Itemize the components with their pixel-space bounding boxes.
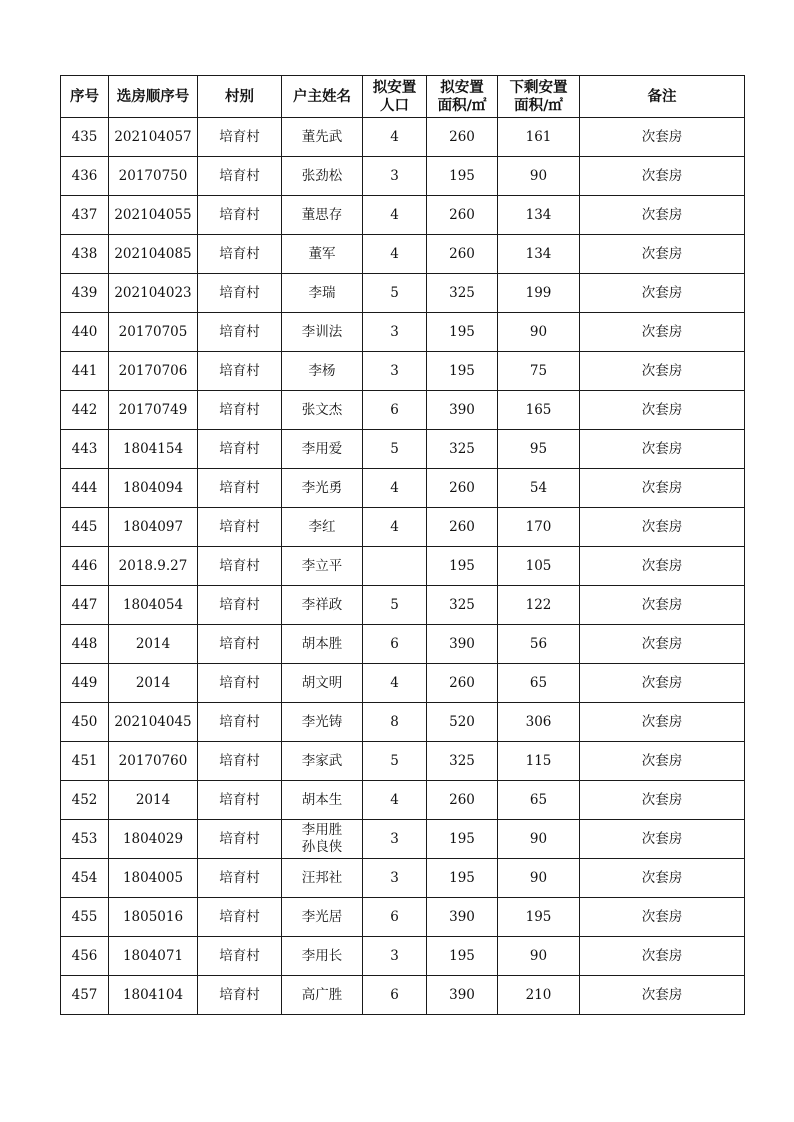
table-row [61,313,745,352]
cell-people: 4 [363,664,427,703]
cell-people: 4 [363,508,427,547]
cell-order: 2018.9.27 [109,547,198,586]
cell-village: 培育村 [198,508,282,547]
cell-area: 195 [427,547,498,586]
table-row [61,976,745,1015]
table-row [61,352,745,391]
cell-seq: 437 [61,196,109,235]
cell-note: 次套房 [580,898,745,937]
header-remain-line2: 面积/㎡ [514,97,563,114]
cell-order: 1804154 [109,430,198,469]
cell-name [282,586,363,625]
table-row [61,937,745,976]
table-row [61,820,745,859]
cell-people: 4 [363,196,427,235]
owner-name: 李训法 [301,323,343,340]
table-row [61,391,745,430]
cell-note: 次套房 [580,118,745,157]
cell-remain: 95 [498,430,580,469]
cell-note: 次套房 [580,781,745,820]
cell-area: 390 [427,976,498,1015]
cell-remain: 90 [498,820,580,859]
cell-note: 次套房 [580,352,745,391]
cell-village: 培育村 [198,391,282,430]
cell-seq: 445 [61,508,109,547]
cell-area: 260 [427,664,498,703]
cell-people: 3 [363,820,427,859]
header-remain-line1: 下剩安置 [509,79,568,96]
table-row [61,625,745,664]
cell-village: 培育村 [198,586,282,625]
cell-seq: 452 [61,781,109,820]
cell-name [282,352,363,391]
table-row [61,469,745,508]
cell-people: 3 [363,157,427,196]
owner-name: 李用胜 [301,822,343,838]
table-row [61,235,745,274]
cell-village: 培育村 [198,469,282,508]
header-seq: 序号 [61,76,109,118]
cell-seq: 439 [61,274,109,313]
cell-note: 次套房 [580,157,745,196]
header-area [427,76,498,118]
cell-note: 次套房 [580,430,745,469]
cell-order: 1804094 [109,469,198,508]
cell-village: 培育村 [198,859,282,898]
cell-remain: 306 [498,703,580,742]
cell-village: 培育村 [198,313,282,352]
table-row [61,547,745,586]
header-area-line2: 面积/㎡ [437,97,487,114]
cell-order: 2014 [109,664,198,703]
table-row [61,118,745,157]
cell-village: 培育村 [198,118,282,157]
cell-remain: 65 [498,664,580,703]
cell-remain: 165 [498,391,580,430]
table-row [61,742,745,781]
cell-village: 培育村 [198,274,282,313]
table-row [61,196,745,235]
cell-area: 260 [427,118,498,157]
cell-seq: 450 [61,703,109,742]
cell-order: 1804071 [109,937,198,976]
cell-remain: 54 [498,469,580,508]
cell-note: 次套房 [580,469,745,508]
cell-remain: 90 [498,859,580,898]
owner-name: 胡文明 [301,674,343,691]
cell-seq: 448 [61,625,109,664]
cell-note: 次套房 [580,976,745,1015]
cell-name [282,664,363,703]
cell-order: 1804054 [109,586,198,625]
cell-note: 次套房 [580,547,745,586]
cell-name [282,469,363,508]
cell-name [282,781,363,820]
cell-village: 培育村 [198,625,282,664]
cell-order: 2014 [109,625,198,664]
header-row [61,76,745,118]
cell-village: 培育村 [198,937,282,976]
cell-remain: 90 [498,313,580,352]
cell-area: 195 [427,859,498,898]
cell-people: 6 [363,898,427,937]
cell-village: 培育村 [198,742,282,781]
owner-name: 李光居 [301,908,343,925]
cell-name [282,313,363,352]
cell-order: 202104045 [109,703,198,742]
table-row [61,898,745,937]
cell-village: 培育村 [198,820,282,859]
cell-area: 390 [427,898,498,937]
cell-seq: 435 [61,118,109,157]
cell-note: 次套房 [580,391,745,430]
cell-order: 20170750 [109,157,198,196]
cell-area: 260 [427,508,498,547]
cell-people: 6 [363,625,427,664]
cell-village: 培育村 [198,703,282,742]
table-row [61,586,745,625]
cell-area: 260 [427,235,498,274]
cell-remain: 75 [498,352,580,391]
cell-name [282,859,363,898]
cell-village: 培育村 [198,235,282,274]
header-village: 村别 [198,76,282,118]
cell-order: 202104055 [109,196,198,235]
cell-note: 次套房 [580,313,745,352]
cell-order: 1804005 [109,859,198,898]
cell-name [282,976,363,1015]
cell-remain: 122 [498,586,580,625]
cell-name [282,742,363,781]
owner-name: 李红 [308,518,336,535]
cell-seq: 457 [61,976,109,1015]
cell-area: 325 [427,742,498,781]
cell-people [363,547,427,586]
cell-note: 次套房 [580,196,745,235]
cell-area: 325 [427,586,498,625]
cell-note: 次套房 [580,937,745,976]
cell-village: 培育村 [198,781,282,820]
cell-people: 4 [363,118,427,157]
cell-people: 5 [363,274,427,313]
cell-note: 次套房 [580,625,745,664]
owner-name: 李用爱 [301,440,343,457]
owner-name: 孙良侠 [301,839,343,855]
cell-remain: 195 [498,898,580,937]
cell-people: 3 [363,859,427,898]
cell-remain: 115 [498,742,580,781]
table-row [61,274,745,313]
cell-area: 195 [427,313,498,352]
cell-remain: 199 [498,274,580,313]
owner-name: 李家武 [301,752,343,769]
cell-note: 次套房 [580,508,745,547]
cell-remain: 90 [498,937,580,976]
table-row [61,859,745,898]
cell-note: 次套房 [580,664,745,703]
cell-seq: 444 [61,469,109,508]
owner-name: 李用长 [301,947,343,964]
cell-people: 3 [363,352,427,391]
table-row [61,508,745,547]
table-row [61,664,745,703]
cell-people: 5 [363,742,427,781]
cell-remain: 161 [498,118,580,157]
cell-people: 8 [363,703,427,742]
cell-people: 4 [363,469,427,508]
cell-village: 培育村 [198,430,282,469]
cell-name [282,274,363,313]
header-order: 选房顺序号 [109,76,198,118]
cell-area: 390 [427,391,498,430]
cell-seq: 456 [61,937,109,976]
cell-people: 3 [363,313,427,352]
header-name: 户主姓名 [282,76,363,118]
table-body [61,118,745,1015]
cell-people: 6 [363,976,427,1015]
owner-name: 李杨 [308,362,336,379]
table-row [61,703,745,742]
cell-village: 培育村 [198,352,282,391]
cell-village: 培育村 [198,196,282,235]
owner-name: 张劲松 [301,167,343,184]
cell-seq: 440 [61,313,109,352]
owner-name: 高广胜 [301,986,343,1003]
table-row [61,430,745,469]
cell-note: 次套房 [580,586,745,625]
cell-note: 次套房 [580,859,745,898]
cell-people: 3 [363,937,427,976]
owner-name: 李立平 [301,557,343,574]
cell-village: 培育村 [198,976,282,1015]
cell-seq: 453 [61,820,109,859]
cell-order: 1804029 [109,820,198,859]
resettlement-table [60,75,745,1015]
cell-seq: 441 [61,352,109,391]
cell-remain: 65 [498,781,580,820]
cell-remain: 105 [498,547,580,586]
cell-name [282,196,363,235]
cell-order: 20170749 [109,391,198,430]
cell-note: 次套房 [580,703,745,742]
cell-area: 195 [427,157,498,196]
cell-area: 325 [427,274,498,313]
cell-order: 202104085 [109,235,198,274]
cell-name [282,118,363,157]
owner-name: 李祥政 [301,596,343,613]
owner-name: 李瑞 [308,284,336,301]
cell-order: 202104023 [109,274,198,313]
cell-name [282,430,363,469]
cell-name [282,157,363,196]
cell-remain: 90 [498,157,580,196]
cell-note: 次套房 [580,742,745,781]
cell-area: 195 [427,937,498,976]
cell-people: 4 [363,781,427,820]
header-remain [498,76,580,118]
owner-name: 汪邦社 [301,869,343,886]
cell-order: 1805016 [109,898,198,937]
cell-area: 260 [427,196,498,235]
owner-name: 董思存 [301,206,343,223]
cell-people: 4 [363,235,427,274]
owner-name: 李光勇 [301,479,343,496]
cell-people: 6 [363,391,427,430]
cell-name [282,235,363,274]
cell-order: 20170705 [109,313,198,352]
header-note: 备注 [580,76,745,118]
cell-order: 20170706 [109,352,198,391]
cell-seq: 438 [61,235,109,274]
cell-people: 5 [363,430,427,469]
cell-note: 次套房 [580,274,745,313]
cell-seq: 451 [61,742,109,781]
cell-area: 195 [427,820,498,859]
cell-area: 195 [427,352,498,391]
cell-area: 520 [427,703,498,742]
cell-seq: 455 [61,898,109,937]
cell-order: 20170760 [109,742,198,781]
cell-area: 390 [427,625,498,664]
owner-name: 胡本生 [301,791,343,808]
cell-note: 次套房 [580,820,745,859]
header-people [363,76,427,118]
cell-village: 培育村 [198,664,282,703]
table-row [61,157,745,196]
cell-village: 培育村 [198,547,282,586]
header-people-line2: 人口 [380,97,409,114]
cell-seq: 442 [61,391,109,430]
cell-name [282,820,363,859]
cell-remain: 134 [498,235,580,274]
cell-people: 5 [363,586,427,625]
cell-remain: 56 [498,625,580,664]
cell-name [282,508,363,547]
cell-area: 325 [427,430,498,469]
cell-order: 202104057 [109,118,198,157]
table-row [61,781,745,820]
header-people-line1: 拟安置 [372,79,417,96]
owner-name: 董先武 [301,128,343,145]
header-area-line1: 拟安置 [440,79,484,96]
cell-seq: 436 [61,157,109,196]
cell-area: 260 [427,781,498,820]
cell-seq: 447 [61,586,109,625]
owner-name: 李光铸 [301,713,343,730]
cell-seq: 454 [61,859,109,898]
cell-seq: 449 [61,664,109,703]
cell-name [282,898,363,937]
cell-name [282,391,363,430]
cell-name [282,625,363,664]
owner-name: 张文杰 [301,401,343,418]
cell-order: 1804104 [109,976,198,1015]
cell-remain: 170 [498,508,580,547]
cell-seq: 443 [61,430,109,469]
owner-name: 胡本胜 [301,635,343,652]
cell-name [282,547,363,586]
cell-village: 培育村 [198,898,282,937]
cell-name [282,703,363,742]
cell-remain: 134 [498,196,580,235]
cell-area: 260 [427,469,498,508]
owner-name: 董军 [308,245,336,262]
cell-village: 培育村 [198,157,282,196]
cell-remain: 210 [498,976,580,1015]
cell-seq: 446 [61,547,109,586]
cell-name [282,937,363,976]
cell-note: 次套房 [580,235,745,274]
cell-order: 2014 [109,781,198,820]
cell-order: 1804097 [109,508,198,547]
